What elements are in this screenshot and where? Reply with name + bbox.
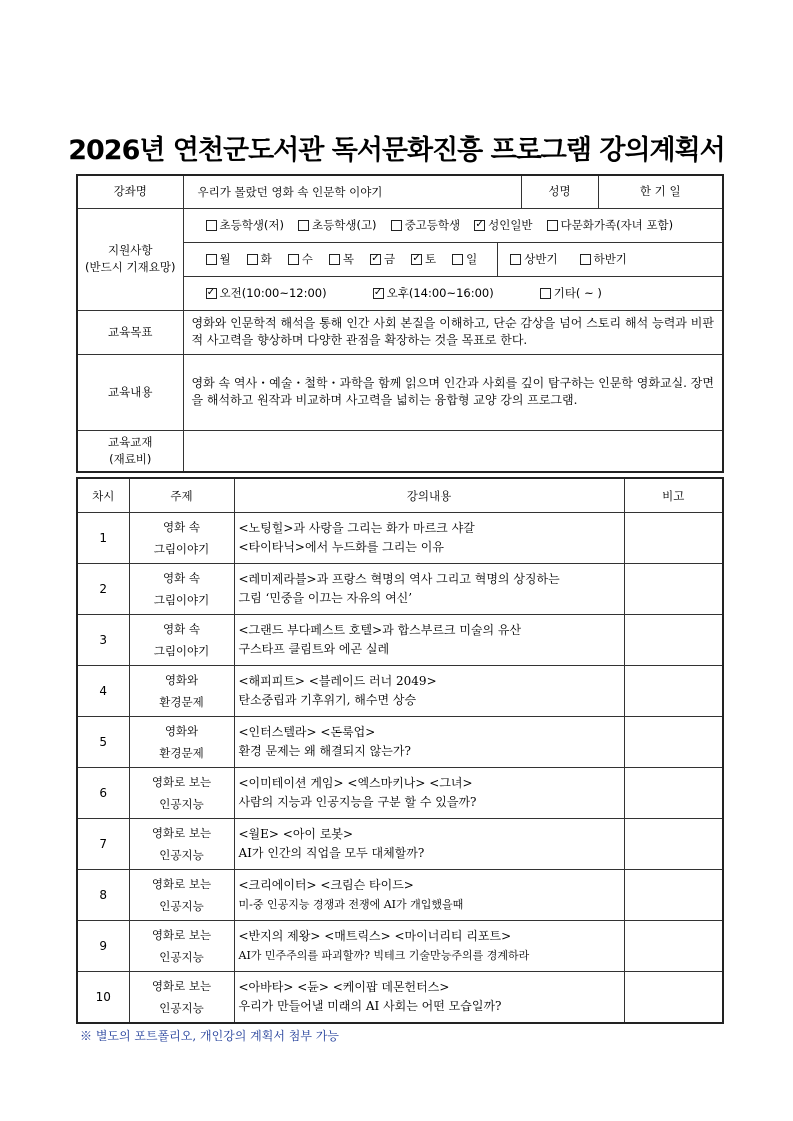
option-label: 오후(14:00~16:00) bbox=[386, 286, 494, 300]
schedule-row bbox=[77, 972, 723, 1023]
checkbox-icon[interactable] bbox=[329, 254, 340, 265]
schedule-table bbox=[76, 477, 724, 1024]
row-content bbox=[234, 921, 624, 972]
day-option-4[interactable] bbox=[370, 251, 395, 267]
target-option-2[interactable] bbox=[391, 217, 461, 233]
course-value: 우리가 몰랐던 영화 속 인문학 이야기 bbox=[183, 175, 521, 208]
row-number: 7 bbox=[77, 819, 129, 870]
content-line: <반지의 제왕> <매트릭스> <마이너리티 리포트> bbox=[238, 929, 512, 943]
content-line: AI가 인간의 직업을 모두 대체할까? bbox=[238, 846, 425, 860]
option-label: 초등학생(고) bbox=[312, 218, 377, 232]
option-label: 초등학생(저) bbox=[219, 218, 285, 232]
content-line: AI가 민주주의를 파괴할까? 빅테크 기술만능주의를 경계하라 bbox=[238, 949, 530, 962]
day-row bbox=[183, 242, 723, 276]
row-note bbox=[624, 870, 723, 921]
row-content bbox=[234, 717, 624, 768]
topic-line: 영화 속 bbox=[163, 622, 200, 636]
header-note: 비고 bbox=[624, 478, 723, 513]
schedule-row bbox=[77, 666, 723, 717]
topic-line: 환경문제 bbox=[159, 695, 204, 709]
checkbox-icon[interactable] bbox=[540, 288, 551, 299]
course-label: 강좌명 bbox=[77, 175, 183, 208]
header-topic: 주제 bbox=[129, 478, 234, 513]
option-label: 목 bbox=[342, 252, 354, 266]
topic-line: 영화로 보는 bbox=[151, 978, 212, 993]
content-line: 미-중 인공지능 경쟁과 전쟁에 AI가 개입했을때 bbox=[238, 898, 464, 911]
day-separator bbox=[497, 243, 498, 276]
option-label: 화 bbox=[260, 252, 272, 266]
row-topic bbox=[129, 513, 234, 564]
row-content bbox=[234, 870, 624, 921]
info-table bbox=[76, 174, 724, 473]
schedule-row bbox=[77, 717, 723, 768]
row-note bbox=[624, 819, 723, 870]
option-label: 중고등학생 bbox=[404, 218, 461, 232]
row-topic bbox=[129, 717, 234, 768]
support-sub: (반드시 기재요망) bbox=[85, 260, 176, 274]
checked-box-icon[interactable] bbox=[370, 254, 381, 265]
half-option-1[interactable] bbox=[580, 251, 627, 267]
day-option-3[interactable] bbox=[329, 251, 354, 267]
row-content bbox=[234, 513, 624, 564]
topic-line: 영화로 보는 bbox=[151, 928, 212, 942]
material-value bbox=[183, 430, 723, 472]
content-line: <인터스텔라> <돈룩업> bbox=[238, 725, 376, 739]
schedule-header bbox=[77, 478, 723, 513]
target-option-1[interactable] bbox=[298, 217, 377, 233]
schedule-row bbox=[77, 870, 723, 921]
checkbox-icon[interactable] bbox=[391, 220, 402, 231]
day-option-6[interactable] bbox=[452, 251, 477, 267]
row-topic bbox=[129, 666, 234, 717]
row-topic bbox=[129, 768, 234, 819]
row-topic bbox=[129, 615, 234, 666]
target-option-4[interactable] bbox=[547, 217, 674, 233]
row-note bbox=[624, 615, 723, 666]
content-line: <아바타> <듄> <케이팝 데몬헌터스> bbox=[238, 979, 450, 994]
row-note bbox=[624, 768, 723, 819]
topic-line: 인공지능 bbox=[159, 797, 204, 811]
row-topic bbox=[129, 564, 234, 615]
row-topic bbox=[129, 870, 234, 921]
header-content: 강의내용 bbox=[234, 478, 624, 513]
schedule-row bbox=[77, 513, 723, 564]
row-content bbox=[234, 666, 624, 717]
option-label: 성인일반 bbox=[488, 218, 533, 232]
content-line: 사람의 지능과 인공지능을 구분 할 수 있을까? bbox=[238, 795, 477, 809]
content-line: <해피피트> <블레이드 러너 2049> bbox=[238, 674, 437, 688]
topic-line: 영화로 보는 bbox=[151, 775, 212, 789]
content-line: <레미제라블>과 프랑스 혁명의 역사 그리고 혁명의 상징하는 bbox=[238, 572, 560, 586]
footnote: ※ 별도의 포트폴리오, 개인강의 계획서 첨부 가능 bbox=[80, 1029, 339, 1043]
schedule-row bbox=[77, 768, 723, 819]
row-note bbox=[624, 666, 723, 717]
schedule-row bbox=[77, 819, 723, 870]
content-line: <크리에이터> <크림슨 타이드> bbox=[238, 878, 414, 892]
row-number: 5 bbox=[77, 717, 129, 768]
topic-line: 영화와 bbox=[164, 673, 199, 687]
topic-line: 영화로 보는 bbox=[151, 877, 212, 891]
time-option-1[interactable] bbox=[373, 285, 494, 301]
target-row bbox=[183, 208, 723, 242]
row-topic bbox=[129, 819, 234, 870]
row-content bbox=[234, 615, 624, 666]
topic-line: 영화 속 bbox=[163, 571, 200, 585]
checkbox-icon[interactable] bbox=[288, 254, 299, 265]
topic-line: 인공지능 bbox=[159, 848, 204, 862]
topic-line: 인공지능 bbox=[159, 899, 204, 913]
row-number: 1 bbox=[77, 513, 129, 564]
option-label: 다문화가족(자녀 포함) bbox=[560, 218, 674, 232]
schedule-row bbox=[77, 615, 723, 666]
day-option-0[interactable] bbox=[206, 251, 231, 267]
content-line: 구스타프 클림트와 에곤 실레 bbox=[238, 642, 390, 656]
schedule-row bbox=[77, 564, 723, 615]
support-label-cell bbox=[77, 208, 183, 310]
material-sub: (재료비) bbox=[109, 451, 152, 466]
checkbox-icon[interactable] bbox=[510, 254, 521, 265]
row-topic bbox=[129, 972, 234, 1023]
row-content bbox=[234, 819, 624, 870]
day-option-2[interactable] bbox=[288, 251, 313, 267]
goal-label: 교육목표 bbox=[77, 310, 183, 354]
topic-line: 환경문제 bbox=[159, 746, 204, 760]
topic-line: 인공지능 bbox=[159, 1000, 204, 1015]
topic-line: 그림이야기 bbox=[153, 644, 210, 658]
checkbox-icon[interactable] bbox=[452, 254, 463, 265]
option-label: 토 bbox=[425, 252, 437, 266]
content-line: <타이타닉>에서 누드화를 그리는 이유 bbox=[238, 540, 444, 554]
content-label: 교육내용 bbox=[77, 354, 183, 430]
target-options bbox=[184, 209, 723, 242]
row-number: 6 bbox=[77, 768, 129, 819]
row-number: 8 bbox=[77, 870, 129, 921]
day-option-5[interactable] bbox=[411, 251, 436, 267]
content-line: 우리가 만들어낼 미래의 AI 사회는 어떤 모습일까? bbox=[238, 998, 502, 1013]
checkbox-icon[interactable] bbox=[206, 254, 217, 265]
content-line: 그림 ‘민중을 이끄는 자유의 여신’ bbox=[238, 591, 413, 605]
checkbox-icon[interactable] bbox=[206, 220, 217, 231]
row-number: 10 bbox=[77, 972, 129, 1023]
option-label: 상반기 bbox=[524, 252, 558, 266]
header-no: 차시 bbox=[77, 478, 129, 513]
row-note bbox=[624, 921, 723, 972]
row-number: 2 bbox=[77, 564, 129, 615]
row-note bbox=[624, 972, 723, 1023]
option-label: 기타( ~ ) bbox=[553, 286, 602, 300]
checkbox-icon[interactable] bbox=[298, 220, 309, 231]
checkbox-icon[interactable] bbox=[247, 254, 258, 265]
content-line: 탄소중립과 기후위기, 해수면 상승 bbox=[238, 693, 417, 707]
row-topic bbox=[129, 921, 234, 972]
option-label: 일 bbox=[466, 252, 478, 266]
target-option-3[interactable] bbox=[474, 217, 532, 233]
time-options bbox=[184, 277, 723, 310]
checkbox-icon[interactable] bbox=[547, 220, 558, 231]
topic-line: 영화로 보는 bbox=[151, 826, 212, 840]
checked-box-icon[interactable] bbox=[206, 288, 217, 299]
day-option-1[interactable] bbox=[247, 251, 272, 267]
checked-box-icon[interactable] bbox=[474, 220, 485, 231]
checkbox-icon[interactable] bbox=[580, 254, 591, 265]
topic-line: 그림이야기 bbox=[153, 542, 210, 556]
time-row bbox=[183, 276, 723, 310]
material-label: 교육교재 bbox=[108, 434, 153, 449]
material-label-cell bbox=[77, 430, 183, 472]
schedule-row bbox=[77, 921, 723, 972]
row-number: 9 bbox=[77, 921, 129, 972]
topic-line: 영화 속 bbox=[163, 520, 200, 534]
row-number: 3 bbox=[77, 615, 129, 666]
topic-line: 영화와 bbox=[164, 724, 199, 738]
page-title: 2026년 연천군도서관 독서문화진흥 프로그램 강의계획서 bbox=[68, 135, 725, 166]
checked-box-icon[interactable] bbox=[411, 254, 422, 265]
time-option-2[interactable] bbox=[540, 285, 602, 301]
checked-box-icon[interactable] bbox=[373, 288, 384, 299]
option-label: 하반기 bbox=[593, 252, 627, 266]
option-label: 금 bbox=[383, 252, 396, 266]
content-line: 환경 문제는 왜 해결되지 않는가? bbox=[238, 744, 411, 758]
goal-text: 영화와 인문학적 해석을 통해 인간 사회 본질을 이해하고, 단순 감상을 넘어 스토리 해석 능력과 비판적 사고력을 향상하며 다양한 관점을 확장하는 것을 목표로 한다. bbox=[183, 310, 723, 354]
content-line: <이미테이션 게임> <엑스마키나> <그녀> bbox=[238, 776, 473, 790]
support-label: 지원사항 bbox=[108, 243, 153, 257]
target-option-0[interactable] bbox=[206, 217, 285, 233]
option-label: 수 bbox=[301, 252, 313, 266]
content-line: <그랜드 부다페스트 호텔>과 합스부르크 미술의 유산 bbox=[238, 623, 522, 637]
row-note bbox=[624, 717, 723, 768]
content-text: 영화 속 역사・예술・철학・과학을 함께 읽으며 인간과 사회를 깊이 탐구하는 인문학 영화교실. 장면을 해석하고 원작과 비교하며 사고력을 넓히는 융합형 교양 강의 프로그램. bbox=[183, 354, 723, 430]
time-option-0[interactable] bbox=[206, 285, 327, 301]
option-label: 월 bbox=[219, 252, 231, 266]
row-content bbox=[234, 768, 624, 819]
content-line: <월E> <아이 로봇> bbox=[238, 827, 354, 841]
row-content bbox=[234, 564, 624, 615]
row-number: 4 bbox=[77, 666, 129, 717]
row-content bbox=[234, 972, 624, 1023]
name-label: 성명 bbox=[521, 175, 598, 208]
option-label: 오전(10:00~12:00) bbox=[219, 286, 327, 300]
row-note bbox=[624, 513, 723, 564]
row-note bbox=[624, 564, 723, 615]
half-option-0[interactable] bbox=[510, 251, 557, 267]
topic-line: 인공지능 bbox=[159, 950, 204, 964]
name-value: 한 기 일 bbox=[598, 175, 723, 208]
content-line: <노팅힐>과 사랑을 그리는 화가 마르크 샤갈 bbox=[238, 521, 475, 535]
topic-line: 그림이야기 bbox=[153, 593, 210, 607]
day-options bbox=[184, 243, 723, 276]
